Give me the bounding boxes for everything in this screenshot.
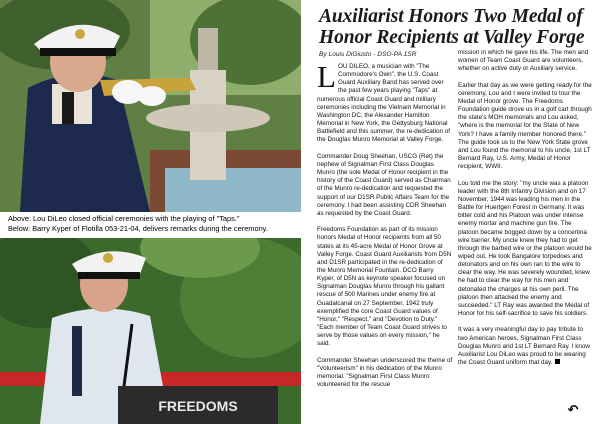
article-paragraph: Freedoms Foundation as part of its mission honors Medal of Honor recipients from all 50 states at its 45-acre Medal of Honor Grove at Valley Forge. Coast Guard Auxiliarists from D5N and D1SR participated in the re-dedication of the Munro Memorial Fountain. DCO Barry Kyper, of D5N as keynote speaker focused on Signalman Douglas Munro through his gallant rescue of 500 Marines under enemy fire at Guadalcanal on 27 September, 1942 truly exemplified the core Coast Guard values of "Honor," "Respect," and "Devotion to Duty." "Each member of Team Coast Guard strives to serve by those values on every mission," he said.	[317, 226, 452, 348]
article-headline: Auxiliarist Honors Two Medal of Honor Recipients at Valley Forge	[319, 6, 585, 48]
article-paragraph: Commander Doug Sheehan, USCG (Ret) the nephew of Signalman First Class Douglas Munro (the sole Medal of Honor recipient in the history of the Coast Guard) served as Chairman of the Munro re-dedication and requested the support of our D1SR Public Affairs Team for the ceremony. I had been assisting CDR Sheehan as requested by the Coast Guard.	[317, 152, 451, 217]
article-column-1	[317, 59, 453, 398]
article-paragraph: Commander Sheehan underscored the theme of "Volunteerism" in his dedication of the Munro memorial. "Signalman First Class Munro volunteered for the rescue	[317, 356, 453, 389]
article-column-2	[458, 49, 594, 375]
article-paragraph: mission in which he gave his life. The men and women of Team Coast Guard are volunteers, whether on active duty or Auxiliary service.	[458, 49, 589, 73]
bugler-illustration	[0, 0, 301, 212]
article	[313, 0, 600, 424]
end-mark-icon	[555, 359, 560, 364]
photo-bugler	[0, 0, 301, 212]
photo-speaker	[0, 238, 301, 424]
return-arrow-icon[interactable]: ↶	[567, 403, 579, 418]
article-paragraph: It was a very meaningful day to pay tribute to two American heroes, Signalman First Class Douglas Munro and 1st LT Bernard Ray. I know Auxiliarist Lou DiLeo was proud to be wearing the Coast Guard uniform that day.	[458, 326, 590, 367]
article-paragraph: Lou told me the story: "my uncle was a platoon leader with the 8th Infantry Division and on 17 November, 1944 was leading his men in the Battle for Huertgen Forest in Germany. It was bitter cold and his Platoon was under intense enemy mortar and machine gun fire. The platoon became bogged down by a concertina wire barrier. My uncle knew they had to get through the barbed wire or the platoon would be wiped out. He took Bangalore torpedoes and detonators and on his own ran to the wire to clear the way. He was severely wounded, knew he had to clear the way for his men and detonated the charges at his own peril. The platoon then attacked the enemy and succeeded." LT Ray was awarded the Medal of Honor for his self-sacrifice to save his soldiers.	[458, 179, 592, 318]
caption-above: Above: Lou DiLeo closed official ceremonies with the playing of "Taps."	[8, 214, 240, 223]
podium-text: FREEDOMS	[158, 398, 238, 414]
speaker-illustration	[0, 238, 301, 424]
photo-captions	[0, 213, 301, 238]
drop-cap: L	[317, 59, 336, 94]
article-paragraph: LOU DILEO, a musician with "The Commodore's Own", the U.S. Coast Guard Auxiliary Band has served over the past few years playing "Taps" at numerous official Coast Guard and military ceremonies including the Vietnam Memorial in Washington DC, the Alexander Hamilton Memorial in New York, the Gettysburg National Battlefield and this summer, the re-dedication of the Douglas Munro Memorial at Valley Forge.	[317, 59, 451, 144]
article-paragraph: Earlier that day as we were getting ready for the ceremony, Lou and I were invited to tour the Medal of Honor grove. The Freedoms Foundation guide drove us in a golf cart through the state's MOH memorials and Lou asked, "where is the memorial for the State of New York? I have a family member honored there." The guide took us to the New York State grove and Lou found the memorial to his uncle, 1st LT Bernard Ray, U.S. Army, Medal of Honor recipient, WWII.	[458, 81, 592, 171]
caption-below: Below: Barry Kyper of Flotilla 053-21-04, delivers remarks during the ceremony.	[8, 224, 268, 234]
article-byline: By Louis DiGiusto - DSO-PA 1SR	[319, 51, 417, 58]
